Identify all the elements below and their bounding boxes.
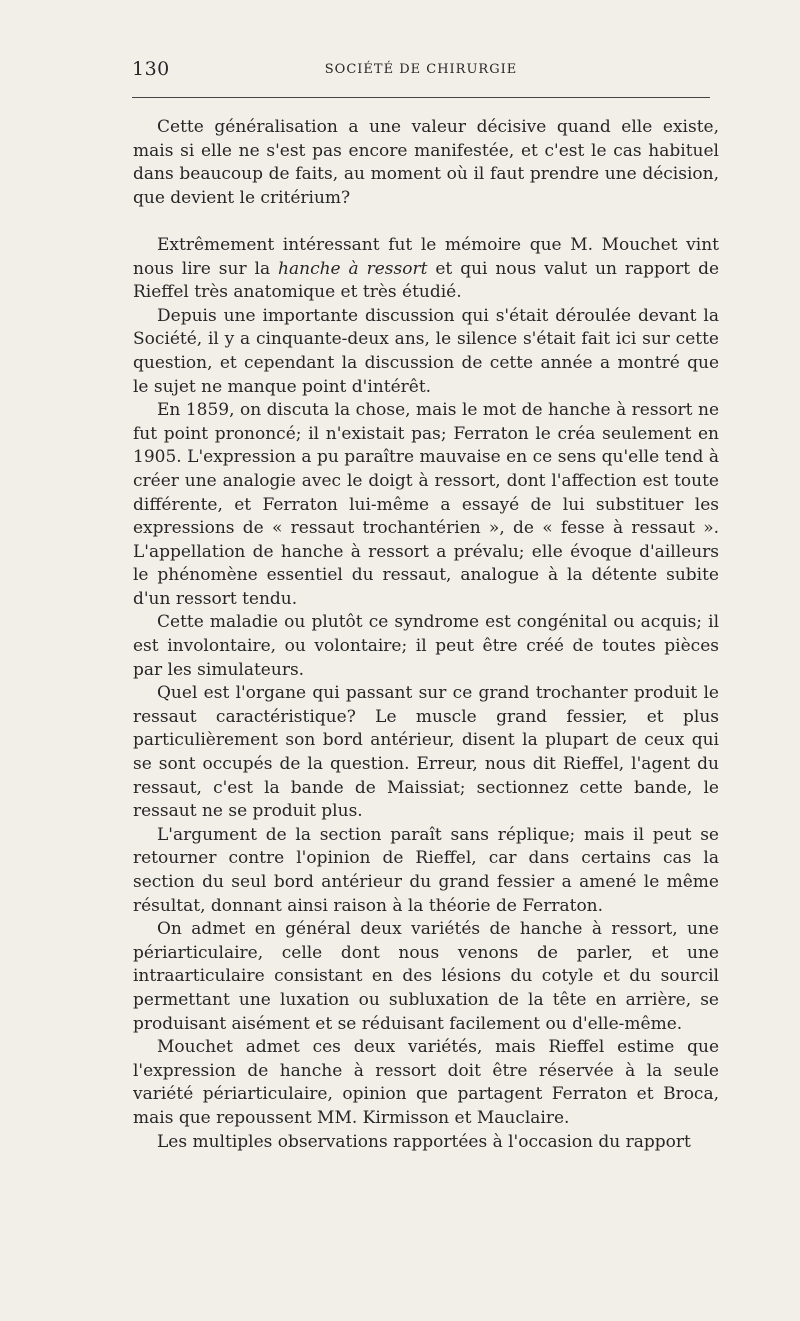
paragraph-1: Cette généralisation a une valeur décisive quand elle existe, mais si elle ne s'est pas encore manifestée, et c'est le cas habituel dans beaucoup de faits, au moment où il faut prendre une décision, que devient le critérium? [133, 117, 719, 208]
paragraph-4: En 1859, on discuta la chose, mais le mot de hanche à ressort ne fut point prononcé; il n'existait pas; Ferraton le créa seulement en 1905. L'expression a pu paraître mauvaise en ce sens qu'elle tend à créer une analogie avec le doigt à ressort, dont l'affection est toute différente, et Ferraton lui-même a essayé de lui substituer les expressions de « ressaut trochantérien », de « fesse à ressaut ». L'appellation de hanche à ressort a prévalu; elle évoque d'ailleurs le phénomène essentiel du ressaut, analogue à la détente subite d'un ressort tendu. [133, 400, 719, 609]
paragraph-6: Quel est l'organe qui passant sur ce grand trochanter produit le ressaut caractéristique? Le muscle grand fessier, et plus particulièrement son bord antérieur, disent la plupart de ceux qui se sont occupés de la question. Erreur, nous dit Rieffel, l'agent du ressaut, c'est la bande de Maissiat; sectionnez cette bande, le ressaut ne se produit plus. [133, 683, 719, 822]
paragraph-2-before: Extrêmement intéressant fut le mémoire que M. Mouchet vint nous lire sur la [133, 234, 719, 279]
running-title: SOCIÉTÉ DE CHIRURGIE [324, 62, 518, 77]
paragraph-2-italic: hanche à ressort [278, 258, 428, 279]
header-rule [132, 97, 710, 98]
paragraph-9: Mouchet admet ces deux variétés, mais Rieffel estime que l'expression de hanche à ressort doit être réservée à la seule variété périarticulaire, opinion que partagent Ferraton et Broca, mais que repoussent MM. Kirmisson et Mauclaire. [133, 1037, 719, 1128]
body-text [133, 116, 719, 1154]
paragraph-8: On admet en général deux variétés de hanche à ressort, une périarticulaire, celle dont nous venons de parler, et une intraarticulaire consistant en des lésions du cotyle et du sourcil permettant une luxation ou subluxation de la tête en arrière, se produisant aisément et se réduisant facilement ou d'elle-même. [133, 919, 719, 1034]
paragraph-2 [133, 234, 719, 305]
paragraph-3: Depuis une importante discussion qui s'était déroulée devant la Société, il y a cinquante-deux ans, le silence s'était fait ici sur cette question, et cependant la discussion de cette année a montré que le sujet ne manque point d'intérêt. [133, 305, 719, 397]
paragraph-5: Cette maladie ou plutôt ce syndrome est congénital ou acquis; il est involontaire, ou volontaire; il peut être créé de toutes pièces par les simulateurs. [133, 612, 719, 680]
page-header [132, 58, 710, 88]
paragraph-10: Les multiples observations rapportées à l'occasion du rapport [157, 1131, 691, 1152]
paragraph-2-after: et qui nous valut un rapport de Rieffel très anatomique et très étudié. [133, 258, 720, 303]
page-number: 130 [132, 58, 170, 80]
paragraph-7: L'argument de la section paraît sans réplique; mais il peut se retourner contre l'opinion de Rieffel, car dans certains cas la section du seul bord antérieur du grand fessier a amené le même résultat, donnant ainsi raison à la théorie de Ferraton. [133, 824, 719, 916]
